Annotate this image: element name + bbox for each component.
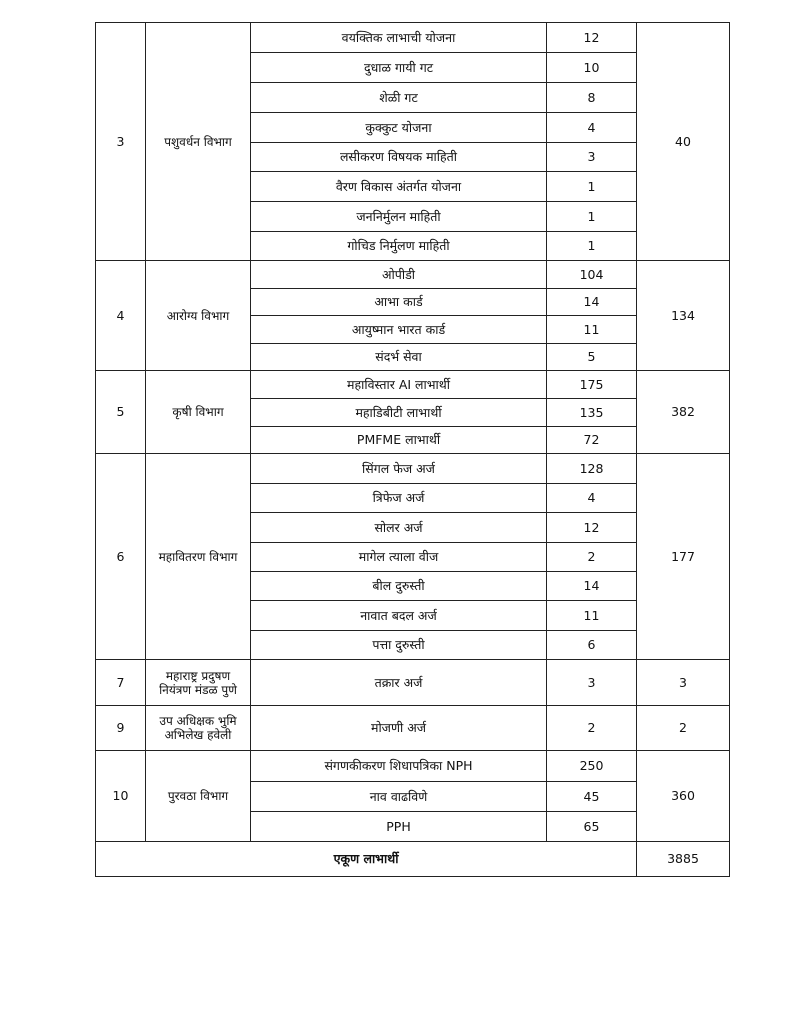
scheme-cell: लसीकरण विषयक माहिती: [251, 143, 547, 172]
department-cell: आरोग्य विभाग: [146, 261, 251, 371]
scheme-cell: संगणकीकरण शिधापत्रिका NPH: [251, 751, 547, 782]
serial-number-cell: 6: [96, 454, 146, 660]
department-cell: उप अधिक्षक भुमि अभिलेख हवेली: [146, 706, 251, 751]
serial-number-cell: 3: [96, 23, 146, 261]
count-cell: 1: [547, 232, 637, 261]
department-total-cell: 40: [637, 23, 730, 261]
scheme-cell: शेळी गट: [251, 83, 547, 113]
count-cell: 3: [547, 660, 637, 706]
grand-total-row: [96, 842, 730, 877]
count-cell: 5: [547, 344, 637, 371]
count-cell: 8: [547, 83, 637, 113]
serial-number-cell: 10: [96, 751, 146, 842]
table-row: [96, 371, 730, 399]
table-row: [96, 751, 730, 782]
scheme-cell: पत्ता दुरुस्ती: [251, 631, 547, 660]
count-cell: 1: [547, 172, 637, 202]
scheme-cell: नावात बदल अर्ज: [251, 601, 547, 631]
beneficiary-table-body: [96, 23, 730, 877]
count-cell: 2: [547, 706, 637, 751]
department-total-cell: 2: [637, 706, 730, 751]
scheme-cell: वयक्तिक लाभाची योजना: [251, 23, 547, 53]
grand-total-label: एकूण लाभार्थी: [96, 842, 637, 877]
scheme-cell: तक्रार अर्ज: [251, 660, 547, 706]
scheme-cell: सोलर अर्ज: [251, 513, 547, 543]
department-cell: महावितरण विभाग: [146, 454, 251, 660]
count-cell: 3: [547, 143, 637, 172]
department-total-cell: 134: [637, 261, 730, 371]
count-cell: 14: [547, 572, 637, 601]
scheme-cell: बील दुरुस्ती: [251, 572, 547, 601]
scheme-cell: कुक्कुट योजना: [251, 113, 547, 143]
scheme-cell: दुधाळ गायी गट: [251, 53, 547, 83]
department-total-cell: 382: [637, 371, 730, 454]
table-row: [96, 660, 730, 706]
serial-number-cell: 9: [96, 706, 146, 751]
scheme-cell: PPH: [251, 812, 547, 842]
serial-number-cell: 5: [96, 371, 146, 454]
count-cell: 4: [547, 484, 637, 513]
count-cell: 45: [547, 782, 637, 812]
count-cell: 14: [547, 289, 637, 316]
department-total-cell: 3: [637, 660, 730, 706]
scheme-cell: मोजणी अर्ज: [251, 706, 547, 751]
serial-number-cell: 4: [96, 261, 146, 371]
count-cell: 128: [547, 454, 637, 484]
department-cell: महाराष्ट्र प्रदुषण नियंत्रण मंडळ पुणे: [146, 660, 251, 706]
department-total-cell: 177: [637, 454, 730, 660]
table-row: [96, 261, 730, 289]
grand-total-value: 3885: [637, 842, 730, 877]
count-cell: 6: [547, 631, 637, 660]
table-row: [96, 706, 730, 751]
scheme-cell: जननिर्मुलन माहिती: [251, 202, 547, 232]
count-cell: 2: [547, 543, 637, 572]
count-cell: 72: [547, 427, 637, 454]
table-row: [96, 23, 730, 53]
count-cell: 10: [547, 53, 637, 83]
scheme-cell: मागेल त्याला वीज: [251, 543, 547, 572]
count-cell: 11: [547, 601, 637, 631]
count-cell: 135: [547, 399, 637, 427]
count-cell: 11: [547, 316, 637, 344]
serial-number-cell: 7: [96, 660, 146, 706]
scheme-cell: महाडिबीटी लाभार्थी: [251, 399, 547, 427]
scheme-cell: महाविस्तार AI लाभार्थी: [251, 371, 547, 399]
scheme-cell: आयुष्मान भारत कार्ड: [251, 316, 547, 344]
department-cell: पशुवर्धन विभाग: [146, 23, 251, 261]
count-cell: 4: [547, 113, 637, 143]
scheme-cell: संदर्भ सेवा: [251, 344, 547, 371]
scheme-cell: वैरण विकास अंतर्गत योजना: [251, 172, 547, 202]
scheme-cell: ओपीडी: [251, 261, 547, 289]
table-row: [96, 454, 730, 484]
scheme-cell: नाव वाढविणे: [251, 782, 547, 812]
count-cell: 104: [547, 261, 637, 289]
department-total-cell: 360: [637, 751, 730, 842]
beneficiary-table: [95, 22, 730, 877]
count-cell: 175: [547, 371, 637, 399]
scheme-cell: सिंगल फेज अर्ज: [251, 454, 547, 484]
count-cell: 1: [547, 202, 637, 232]
count-cell: 12: [547, 23, 637, 53]
scheme-cell: गोचिड निर्मुलण माहिती: [251, 232, 547, 261]
department-cell: पुरवठा विभाग: [146, 751, 251, 842]
scheme-cell: आभा कार्ड: [251, 289, 547, 316]
scheme-cell: त्रिफेज अर्ज: [251, 484, 547, 513]
count-cell: 12: [547, 513, 637, 543]
department-cell: कृषी विभाग: [146, 371, 251, 454]
scheme-cell: PMFME लाभार्थी: [251, 427, 547, 454]
count-cell: 250: [547, 751, 637, 782]
count-cell: 65: [547, 812, 637, 842]
